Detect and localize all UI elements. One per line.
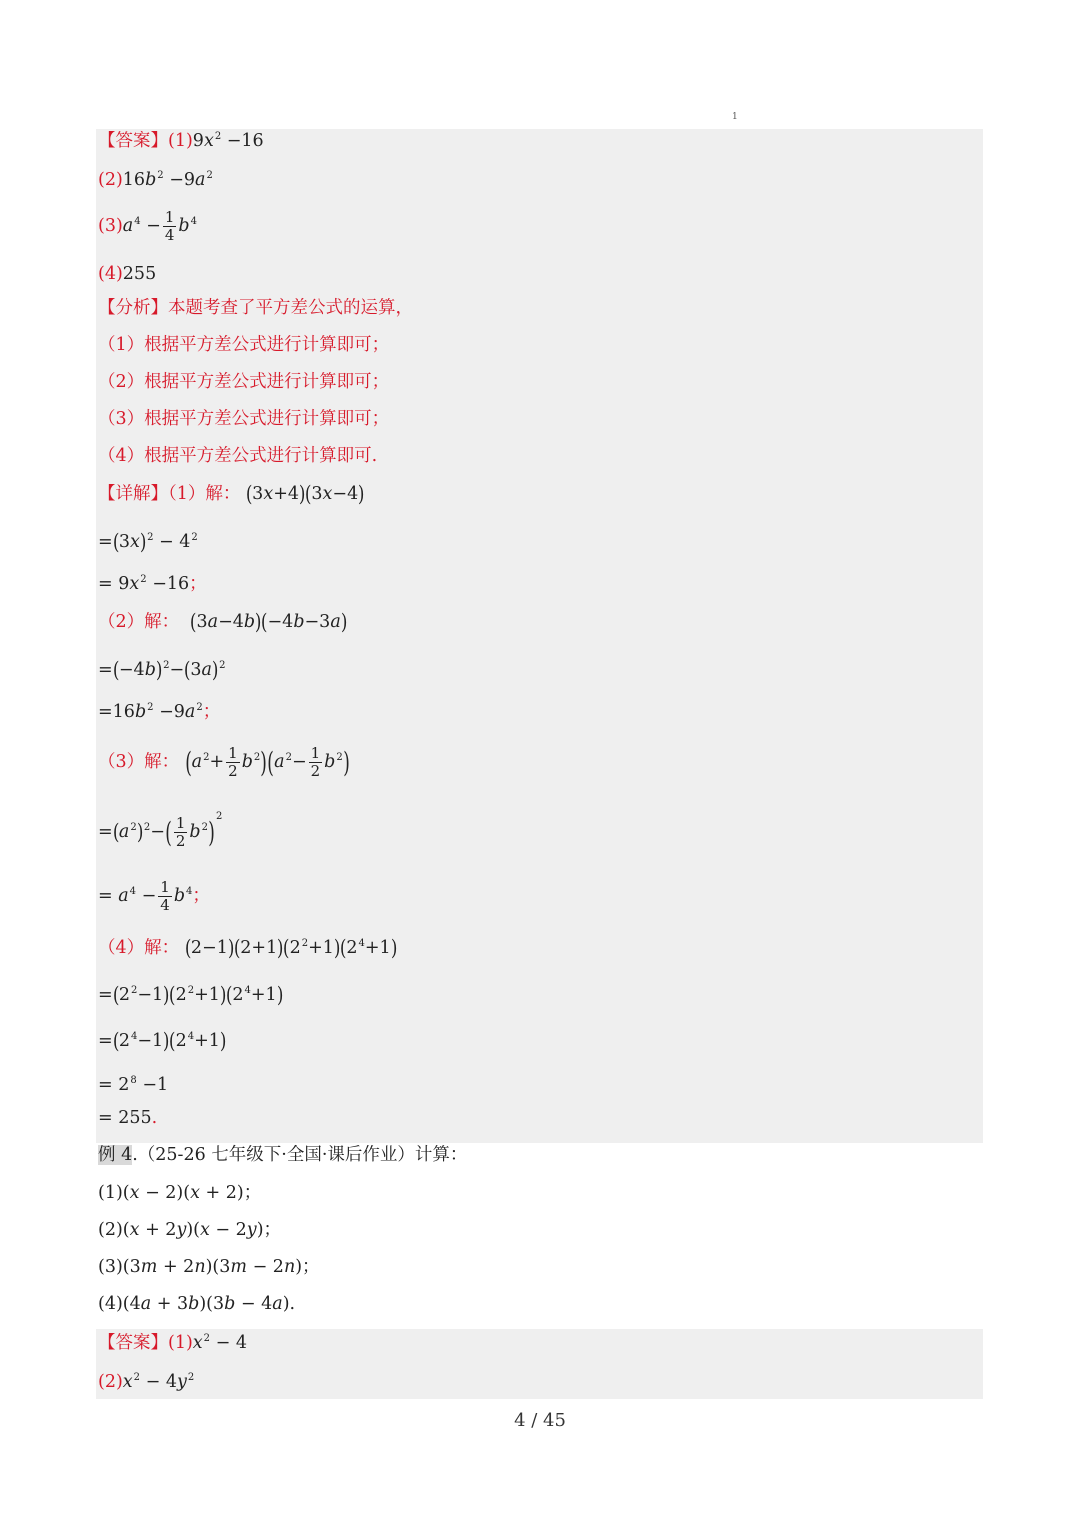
page-top-mark: 1 — [732, 112, 738, 122]
math-expr: $(2-1)(2+1)(2^2+1)(2^4+1)$ — [184, 936, 398, 960]
answer2-line-1: 【答案】$(1)x^2 - 4$ — [98, 1333, 247, 1353]
detail-part4-step1: $=(2^2-1)(2^2+1)(2^4+1)$ — [98, 983, 284, 1007]
answer-line-2: $(2)16b^2 -9a^2$ — [98, 170, 213, 190]
detail-part2-step2: $=16b^2 -9a^2$； — [98, 702, 221, 722]
analysis-step-4: （4）根据平方差公式进行计算即可. — [98, 446, 378, 466]
answer-line-1: 【答案】$(1)9x^2 -16$ — [98, 131, 264, 151]
detail-part1-step1: $=(3x)^2 - 4^2$ — [98, 530, 198, 554]
page-number: 4 / 45 — [514, 1410, 566, 1431]
answer-tag: 【答案】 — [98, 131, 168, 151]
detail-part4-header: （4）解： $(2-1)(2+1)(2^2+1)(2^4+1)$ — [98, 936, 398, 960]
answer-line-4: (4)255 — [98, 264, 157, 284]
math-expr: $16b^2 -9a^2$ — [122, 170, 213, 190]
detail-part4-step2: $=(2^4-1)(2^4+1)$ — [98, 1029, 227, 1053]
example4-item-1: (1)(x − 2)(x + 2)； — [98, 1183, 262, 1203]
answer-line-3: $(3)a^4$ − $\frac{1}{4}$ $b^4$ — [98, 208, 197, 244]
detail-part2-step1: $=(-4b)^2-(3a)^2$ — [98, 658, 226, 682]
detail-part4-step3: = $2^8 -1$ — [98, 1075, 169, 1095]
analysis-step-1: （1）根据平方差公式进行计算即可； — [98, 335, 390, 355]
math-expr: (3x+4)(3x−4) — [245, 482, 365, 506]
example4-title: 例 4.（25-26 七年级下·全国·课后作业）计算： — [98, 1145, 468, 1165]
detail-part2-header: （2）解： (3a−4b)(−4b−3a) — [98, 610, 348, 634]
answer-tag: 【答案】 — [98, 1333, 168, 1353]
detail-part1-header: 【详解】（1）解： (3x+4)(3x−4) — [98, 482, 365, 506]
math-expr: (3a−4b)(−4b−3a) — [190, 610, 348, 634]
detail-part3-step1: $=(a^2)^2-$( $\frac{1}{2}$ $b^2)^2$ — [98, 811, 223, 850]
analysis-intro: 【分析】本题考查了平方差公式的运算， — [98, 298, 413, 318]
detail-part3-header: （3）解： ($a^2+$ $\frac{1}{2}$ $b^2)(a^2-$ $\frac{1}{2}$ $b^2$) — [98, 744, 350, 780]
example-label: 例 4 — [98, 1145, 133, 1165]
math-expr: ($a^2+$ $\frac{1}{2}$ $b^2)(a^2-$ $\frac{1}{2}$ $b^2$) — [184, 744, 350, 780]
example4-item-2: (2)(x + 2y)(x − 2y)； — [98, 1220, 282, 1240]
analysis-step-3: （3）根据平方差公式进行计算即可； — [98, 409, 390, 429]
detail-part1-step2: = $9x^2 -16$； — [98, 574, 207, 594]
detail-part4-step4: = 255. — [98, 1108, 158, 1128]
example4-item-3: (3)(3m + 2n)(3m − 2n)； — [98, 1257, 320, 1277]
math-expr: $a^4$ − $\frac{1}{4}$ $b^4$ — [122, 208, 197, 244]
example4-item-4: (4)(4a + 3b)(3b − 4a). — [98, 1294, 296, 1314]
detail-tag: 【详解】 — [98, 484, 168, 504]
analysis-tag: 【分析】 — [98, 298, 168, 318]
answer2-line-2: $(2)x^2 - 4y^2$ — [98, 1372, 195, 1392]
math-expr: $9x^2 -16$ — [192, 131, 264, 151]
detail-part3-step2: = $a^4$ − $\frac{1}{4}$ $b^4$； — [98, 878, 210, 914]
analysis-step-2: （2）根据平方差公式进行计算即可； — [98, 372, 390, 392]
